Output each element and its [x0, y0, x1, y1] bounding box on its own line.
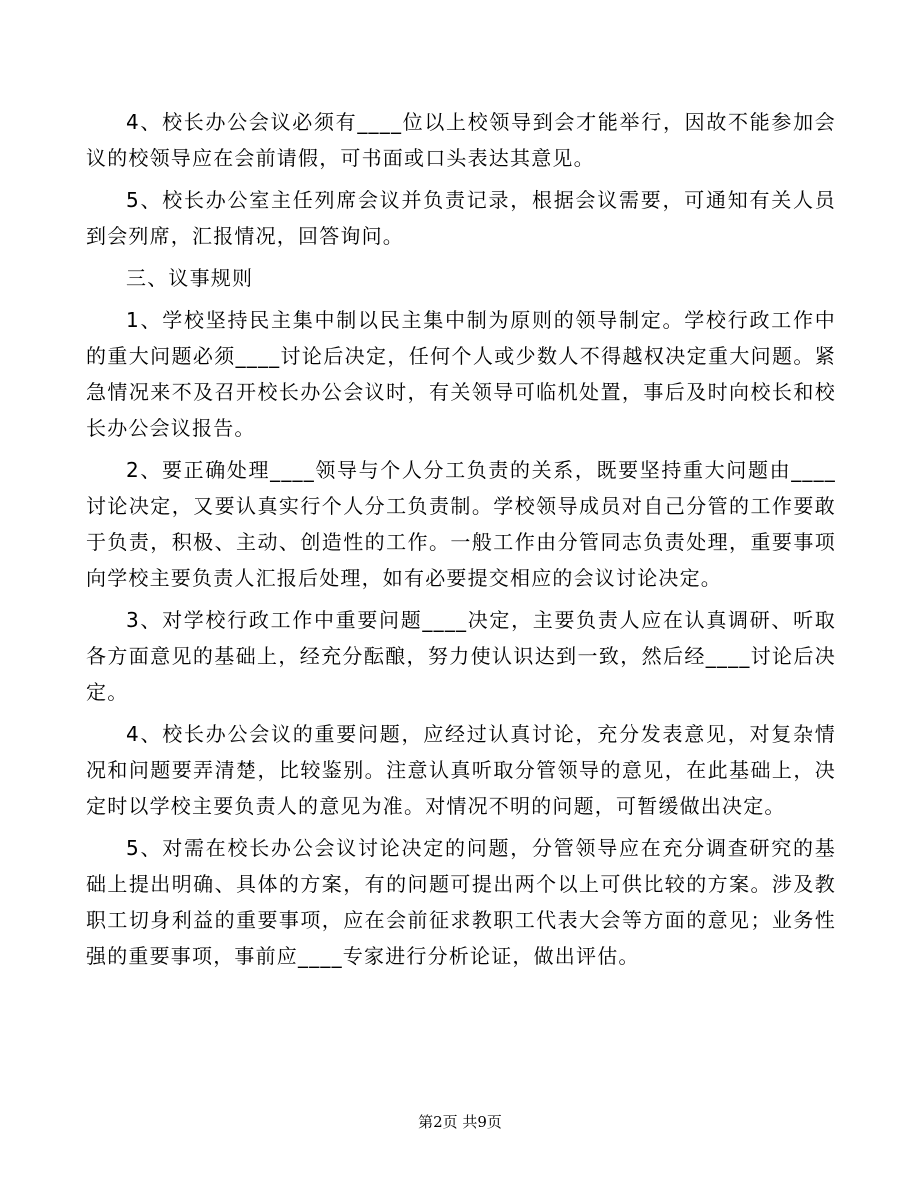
- rule-paragraph-5: 5、对需在校长办公会议讨论决定的问题，分管领导应在充分调查研究的基础上提出明确、具体的方案，有的问题可提出两个以上可供比较的方案。涉及教职工切身利益的重要事项，应在会前征求教职工代表大会等方面的意见；业务性强的重要事项，事前应____专家进行分析论证，做出评估。: [86, 836, 836, 968]
- section-heading: 三、议事规则: [126, 266, 254, 290]
- paragraph-meeting-quorum: 4、校长办公会议必须有____位以上校领导到会才能举行，因故不能参加会议的校领导应在会前请假，可书面或口头表达其意见。: [86, 110, 836, 170]
- page-number-footer: 第2页 共9页: [418, 1113, 502, 1131]
- rule-paragraph-4: 4、校长办公会议的重要问题，应经过认真讨论，充分发表意见，对复杂情况和问题要弄清楚，比较鉴别。注意认真听取分管领导的意见，在此基础上，决定时以学校主要负责人的意见为准。对情况不明的问题，可暂缓做出决定。: [86, 722, 836, 818]
- rule-paragraph-3: 3、对学校行政工作中重要问题____决定，主要负责人应在认真调研、听取各方面意见的基础上，经充分酝酿，努力使认识达到一致，然后经____讨论后决定。: [86, 608, 836, 704]
- rule-paragraph-2: 2、要正确处理____领导与个人分工负责的关系，既要坚持重大问题由____讨论决定，又要认真实行个人分工负责制。学校领导成员对自己分管的工作要敢于负责，积极、主动、创造性的工作。一般工作由分管同志负责处理，重要事项向学校主要负责人汇报后处理，如有必要提交相应的会议讨论决定。: [86, 458, 836, 590]
- paragraph-office-director: 5、校长办公室主任列席会议并负责记录，根据会议需要，可通知有关人员到会列席，汇报情况，回答询问。: [86, 188, 836, 248]
- document-body: [86, 104, 836, 980]
- rule-paragraph-1: 1、学校坚持民主集中制以民主集中制为原则的领导制定。学校行政工作中的重大问题必须____讨论后决定，任何个人或少数人不得越权决定重大问题。紧急情况来不及召开校长办公会议时，有关领导可临机处置，事后及时向校长和校长办公会议报告。: [86, 308, 836, 440]
